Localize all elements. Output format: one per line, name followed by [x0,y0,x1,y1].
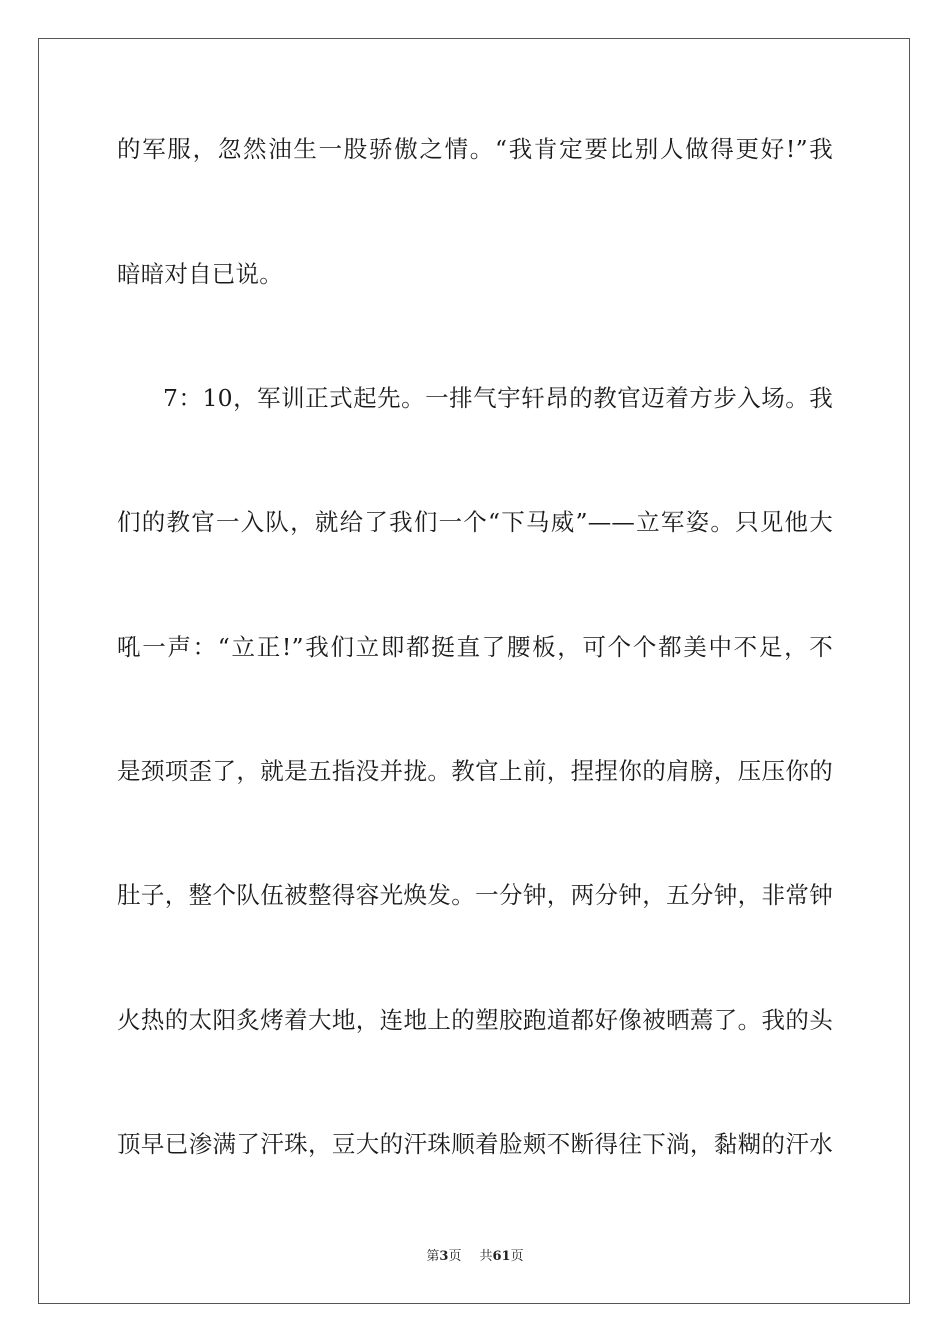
footer-page-prefix: 第 [426,1249,440,1264]
paragraph-line-1: 的军服，忽然油生一股骄傲之情。“我肯定要比别人做得更好!”我 [117,135,833,163]
paragraph-line-7: 肚子，整个队伍被整得容光焕发。一分钟，两分钟，五分钟，非常钟 [117,881,833,909]
paragraph-line-2: 暗暗对自已说。 [117,260,283,288]
footer-total-prefix: 共 [479,1249,493,1264]
page-border [38,38,910,1304]
footer-total-pages: 61 [492,1249,511,1264]
paragraph-line-9: 顶早已渗满了汗珠，豆大的汗珠顺着脸颊不断得往下淌，黏糊的汗水 [117,1130,833,1158]
footer-page-suffix: 页 [448,1249,462,1264]
paragraph-line-6: 是颈项歪了，就是五指没并拢。教官上前，捏捏你的肩膀，压压你的 [117,757,833,785]
footer-total-suffix: 页 [510,1249,524,1264]
paragraph-line-4: 们的教官一入队，就给了我们一个“下马威”——立军姿。只见他大 [117,508,833,536]
paragraph-line-5: 吼一声：“立正!”我们立即都挺直了腰板，可个个都美中不足，不 [117,633,833,661]
footer-page-number: 3 [439,1249,449,1264]
paragraph-line-3: 7：10，军训正式起先。一排气宇轩昂的教官迈着方步入场。我 [163,384,833,412]
page-footer [0,1248,950,1266]
paragraph-line-8: 火热的太阳炙烤着大地，连地上的塑胶跑道都好像被晒蔫了。我的头 [117,1006,833,1034]
